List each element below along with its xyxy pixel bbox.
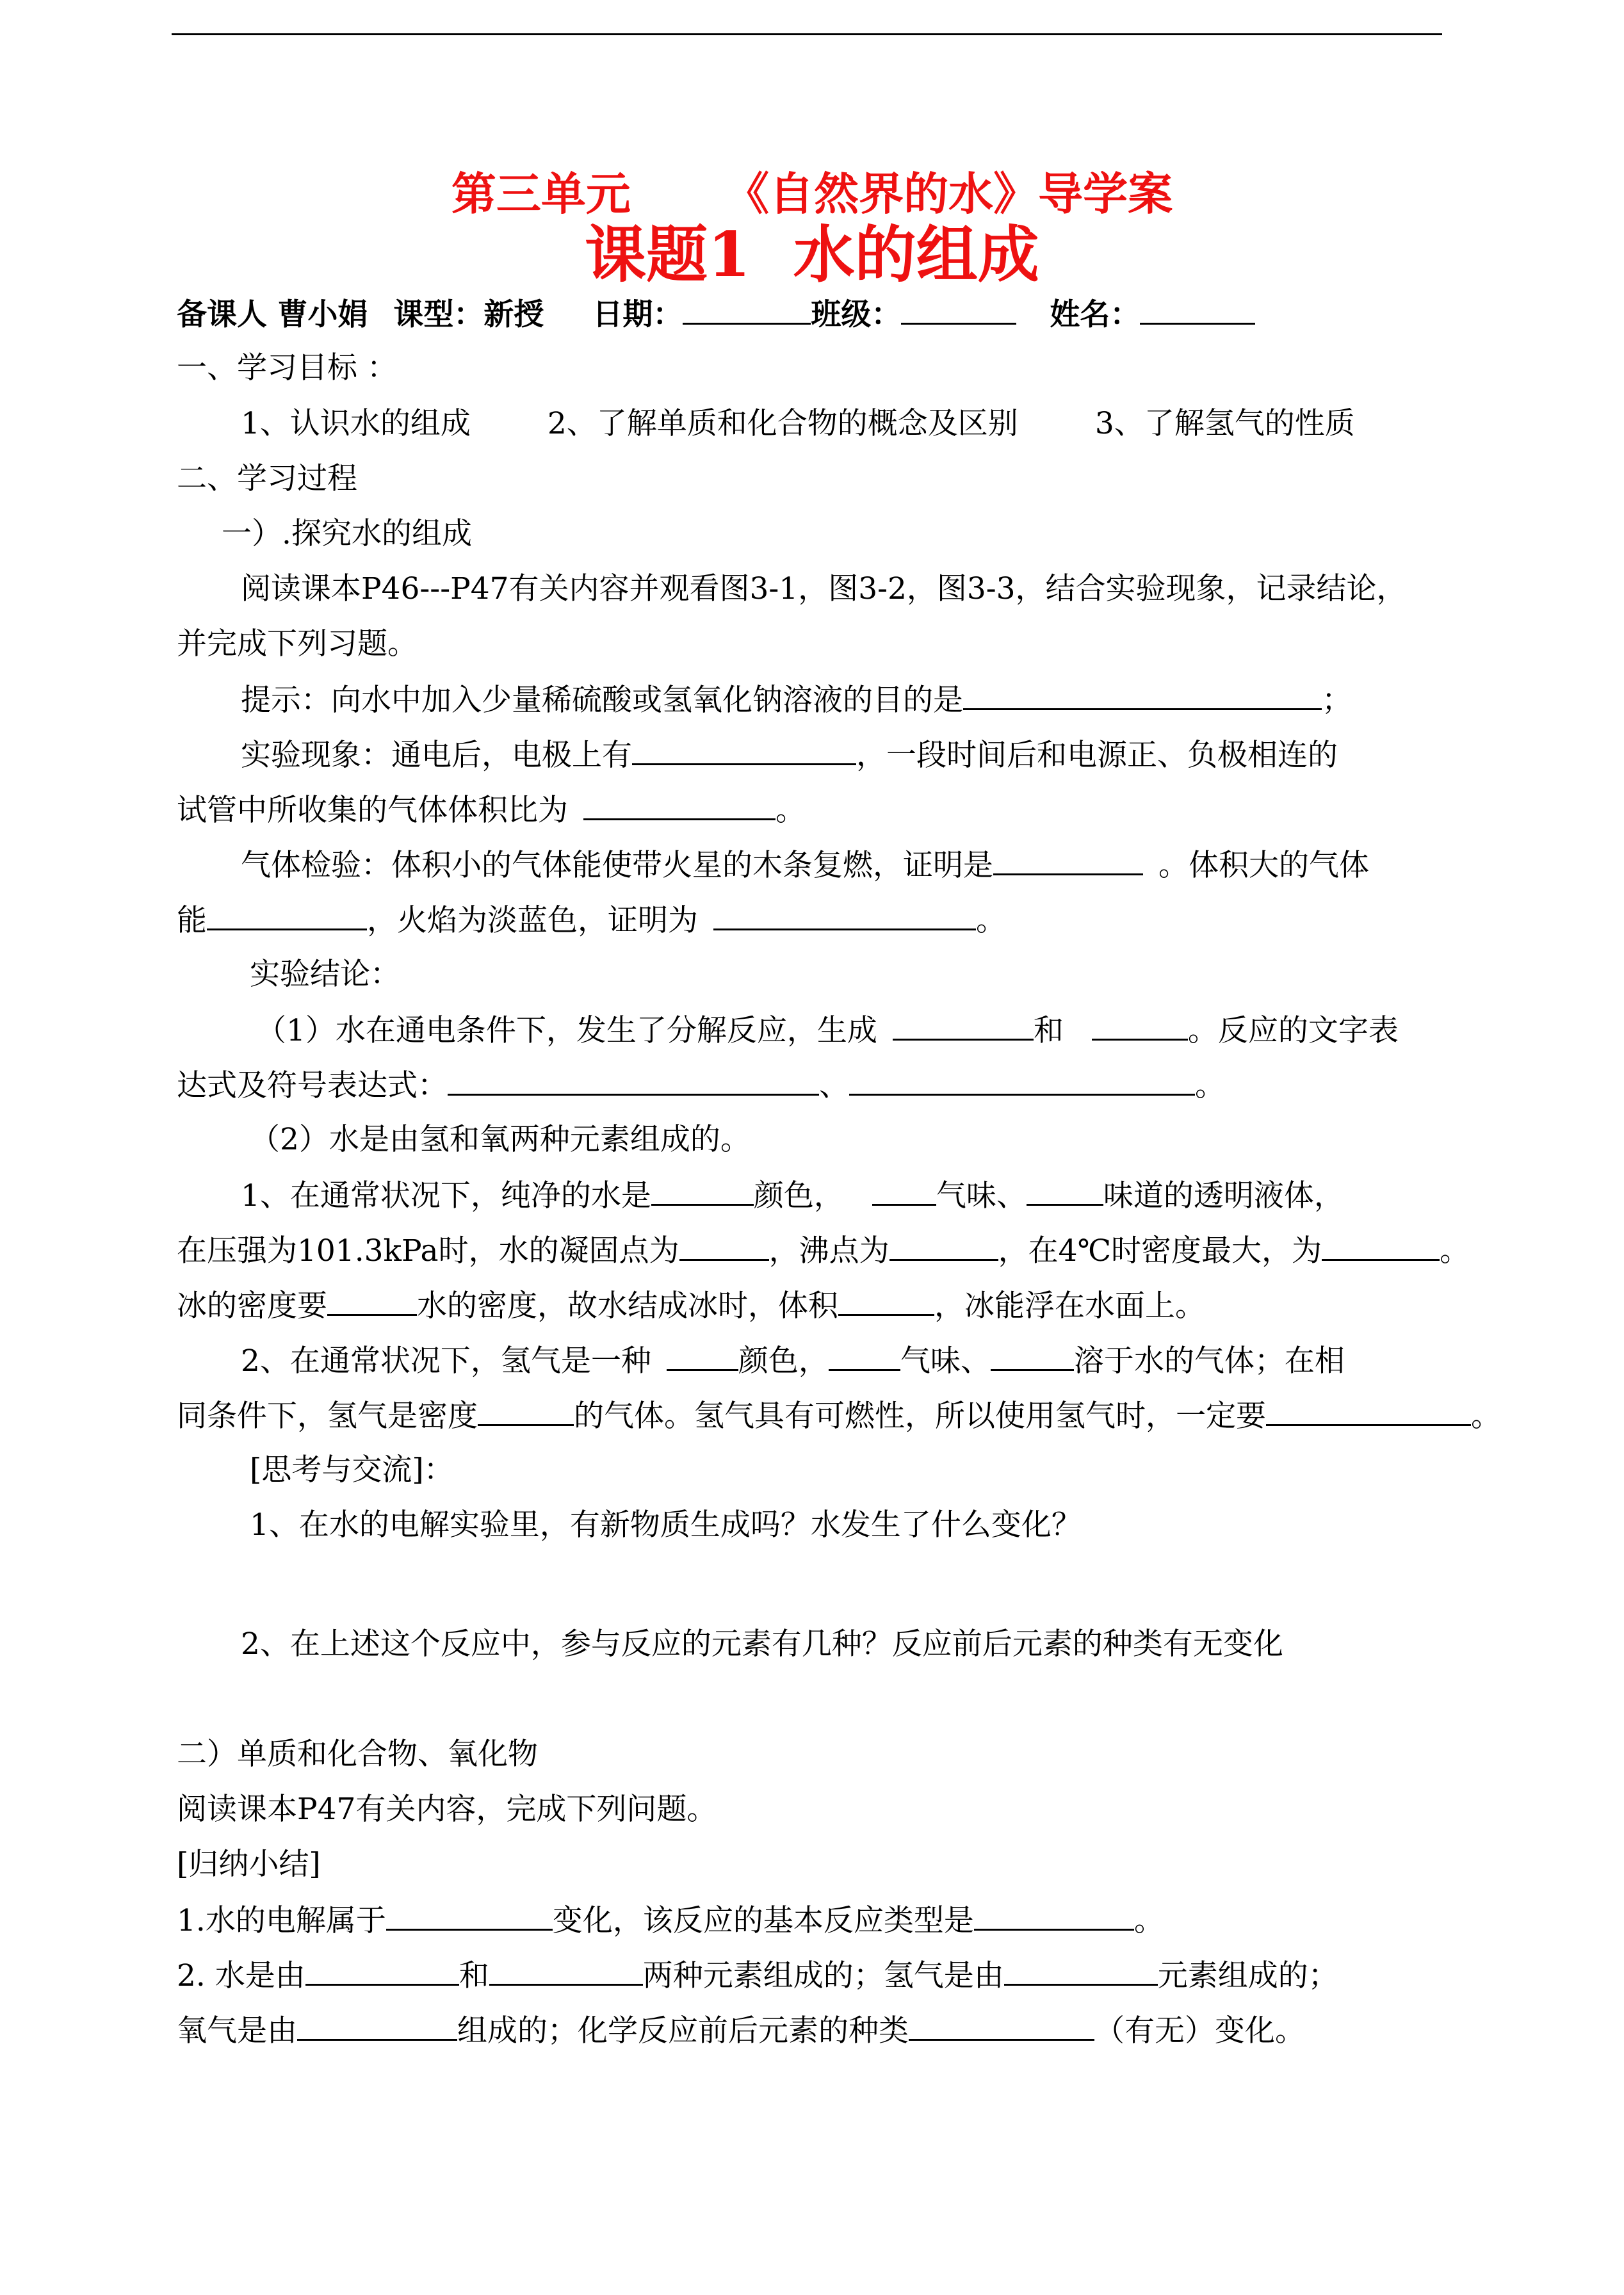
hydrogen-element-blank[interactable] <box>1004 1956 1158 1986</box>
name-field[interactable] <box>1140 295 1255 325</box>
class-field[interactable] <box>901 295 1016 325</box>
summary-text: 2. 水是由 <box>177 1958 305 1993</box>
goal-item: 2、了解单质和化合物的概念及区别 <box>547 406 1018 441</box>
goal-item: 1、认识水的组成 <box>241 406 471 441</box>
props-text: 味道的透明液体， <box>1103 1178 1344 1213</box>
water-smell-blank[interactable] <box>872 1176 936 1206</box>
goal-item: 3、了解氢气的性质 <box>1094 406 1355 441</box>
props-text: 溶于水的气体；在相 <box>1073 1343 1345 1379</box>
lesson-title: 课题1 水的组成 <box>585 218 1039 291</box>
test-text: 能 <box>177 903 207 938</box>
part1-heading: 一）.探究水的组成 <box>222 516 472 551</box>
read-instruction-1: 阅读课本P46---P47有关内容并观看图3-1，图3-2，图3-3，结合实验现象，记录结论， <box>241 571 1407 606</box>
unit-title: 第三单元 《自然界的水》导学案 <box>451 168 1173 220</box>
conclusion-1-line-2 <box>177 1066 1225 1105</box>
props-text: ，在4℃时密度最大，为 <box>998 1233 1322 1269</box>
phen-text: 实验现象：通电后，电极上有 <box>241 738 632 773</box>
hydrogen-density-blank[interactable] <box>478 1396 574 1426</box>
read-instruction-2: 并完成下列习题。 <box>177 626 418 661</box>
props-text: 颜色， <box>738 1343 829 1379</box>
props-text: 同条件下，氢气是密度 <box>177 1399 478 1434</box>
goals-heading: 一、学习目标 ： <box>177 350 397 385</box>
summary-text: 组成的；化学反应前后元素的种类 <box>457 2013 909 2048</box>
class-label: 班级： <box>811 297 902 332</box>
date-label: 日期： <box>592 297 683 332</box>
props-text: 的气体。氢气具有可燃性，所以使用氢气时，一定要 <box>574 1399 1266 1434</box>
summary-text: （有无）变化。 <box>1094 2013 1305 2048</box>
hint-line <box>241 680 1352 720</box>
conclusion-text: 。反应的文字表 <box>1187 1013 1399 1048</box>
freezing-point-blank[interactable] <box>679 1231 769 1261</box>
max-density-blank[interactable] <box>1322 1231 1440 1261</box>
summary-heading: [归纳小结] <box>177 1847 321 1882</box>
gas-test-line-1 <box>241 845 1369 885</box>
header-rule <box>172 33 1442 35</box>
element-1-blank[interactable] <box>305 1956 459 1986</box>
props-text: 1、在通常状况下，纯净的水是 <box>241 1178 651 1213</box>
date-field[interactable] <box>683 295 811 325</box>
summary-text: 1.水的电解属于 <box>177 1903 386 1938</box>
props-text: 水的密度，故水结成冰时，体积 <box>417 1288 838 1324</box>
summary-text: 变化，该反应的基本反应类型是 <box>552 1903 974 1938</box>
summary-text: 。 <box>1133 1903 1164 1938</box>
props-text: 气味、 <box>900 1343 991 1379</box>
hint-text: 提示：向水中加入少量稀硫酸或氢氧化钠溶液的目的是 <box>241 683 963 718</box>
product-1-blank[interactable] <box>893 1010 1034 1041</box>
ice-density-blank[interactable] <box>327 1286 417 1316</box>
conclusion-2: （2）水是由氢和氧两种元素组成的。 <box>250 1122 751 1157</box>
element-change-blank[interactable] <box>909 2011 1094 2041</box>
summary-line-2 <box>177 1956 1338 1995</box>
summary-line-3 <box>177 2011 1305 2050</box>
test-text: 。 <box>976 903 1006 938</box>
reaction-type-blank[interactable] <box>974 1901 1134 1931</box>
conclusion-text: （1）水在通电条件下，发生了分解反应，生成 <box>256 1013 877 1048</box>
test-text: ，火焰为淡蓝色，证明为 <box>367 903 698 938</box>
summary-text: 两种元素组成的；氢气是由 <box>642 1958 1004 1993</box>
part2-read: 阅读课本P47有关内容，完成下列问题。 <box>177 1792 717 1827</box>
hydrogen-color-blank[interactable] <box>667 1341 738 1371</box>
conclusion-heading: 实验结论： <box>250 957 400 992</box>
boiling-point-blank[interactable] <box>889 1231 998 1261</box>
burn-blank[interactable] <box>207 900 367 930</box>
test-text: 。体积大的气体 <box>1158 848 1369 883</box>
hydrogen-safety-blank[interactable] <box>1266 1396 1471 1426</box>
word-equation-blank[interactable] <box>448 1066 819 1096</box>
product-2-blank[interactable] <box>1092 1010 1188 1041</box>
name-label: 姓名： <box>1050 297 1141 332</box>
water-props-line-1 <box>241 1176 1344 1215</box>
conclusion-text: 。 <box>1195 1068 1225 1103</box>
hydrogen-props-line-1 <box>241 1341 1345 1381</box>
element-2-blank[interactable] <box>489 1956 643 1986</box>
props-text: 气味、 <box>936 1178 1027 1213</box>
water-color-blank[interactable] <box>651 1176 754 1206</box>
hint-blank[interactable] <box>963 680 1322 710</box>
oxygen-element-blank[interactable] <box>297 2011 457 2041</box>
hydrogen-props-line-2 <box>177 1396 1501 1436</box>
symbol-equation-blank[interactable] <box>849 1066 1195 1096</box>
conclusion-text: 、 <box>819 1068 849 1103</box>
part2-heading: 二）单质和化合物、氧化物 <box>177 1737 538 1772</box>
meta-line <box>177 295 1255 334</box>
volume-ratio-blank[interactable] <box>583 790 775 820</box>
conclusion-text: 达式及符号表达式： <box>177 1068 448 1103</box>
phenomenon-line-2 <box>177 790 806 830</box>
hydrogen-smell-blank[interactable] <box>829 1341 900 1371</box>
props-text: 冰的密度要 <box>177 1288 327 1324</box>
hint-end: ； <box>1322 683 1352 718</box>
hydrogen-solubility-blank[interactable] <box>991 1341 1074 1371</box>
phen-text: ，一段时间后和电源正、负极相连的 <box>856 738 1338 773</box>
electrode-blank[interactable] <box>632 735 856 765</box>
conclusion-text: 和 <box>1033 1013 1064 1048</box>
conclusion-1-line-1 <box>256 1010 1399 1050</box>
summary-text: 氧气是由 <box>177 2013 297 2048</box>
think-heading: [思考与交流]： <box>250 1452 454 1488</box>
props-text: ，沸点为 <box>768 1233 889 1269</box>
hydrogen-blank[interactable] <box>713 900 976 930</box>
goals-list <box>241 405 1355 443</box>
props-text: 2、在通常状况下，氢气是一种 <box>241 1343 651 1379</box>
props-text: 。 <box>1440 1233 1470 1269</box>
phen-text: 。 <box>775 793 806 828</box>
props-text: 在压强为101.3kPa时，水的凝固点为 <box>177 1233 679 1269</box>
props-text: 。 <box>1471 1399 1501 1434</box>
process-heading: 二、学习过程 <box>177 461 357 496</box>
summary-text: 和 <box>459 1958 489 1993</box>
preparer: 备课人 曹小娟 <box>177 297 368 332</box>
summary-text: 元素组成的； <box>1157 1958 1338 1993</box>
change-type-blank[interactable] <box>386 1901 553 1931</box>
phen-text: 试管中所收集的气体体积比为 <box>177 793 568 828</box>
props-text: ，冰能浮在水面上。 <box>934 1288 1205 1324</box>
props-text: 颜色， <box>753 1178 844 1213</box>
gas-test-line-2 <box>177 900 1006 940</box>
think-question-2: 2、在上述这个反应中，参与反应的元素有几种？反应前后元素的种类有无变化 <box>241 1626 1283 1662</box>
oxygen-blank[interactable] <box>993 845 1143 875</box>
water-props-line-3 <box>177 1286 1205 1326</box>
summary-line-1 <box>177 1901 1164 1940</box>
water-props-line-2 <box>177 1231 1470 1270</box>
water-taste-blank[interactable] <box>1027 1176 1103 1206</box>
class-type: 课型：新授 <box>393 297 544 332</box>
ice-volume-blank[interactable] <box>838 1286 934 1316</box>
test-text: 气体检验：体积小的气体能使带火星的木条复燃，证明是 <box>241 848 993 883</box>
think-question-1: 1、在水的电解实验里，有新物质生成吗？水发生了什么变化？ <box>250 1507 1082 1543</box>
phenomenon-line-1 <box>241 735 1338 775</box>
